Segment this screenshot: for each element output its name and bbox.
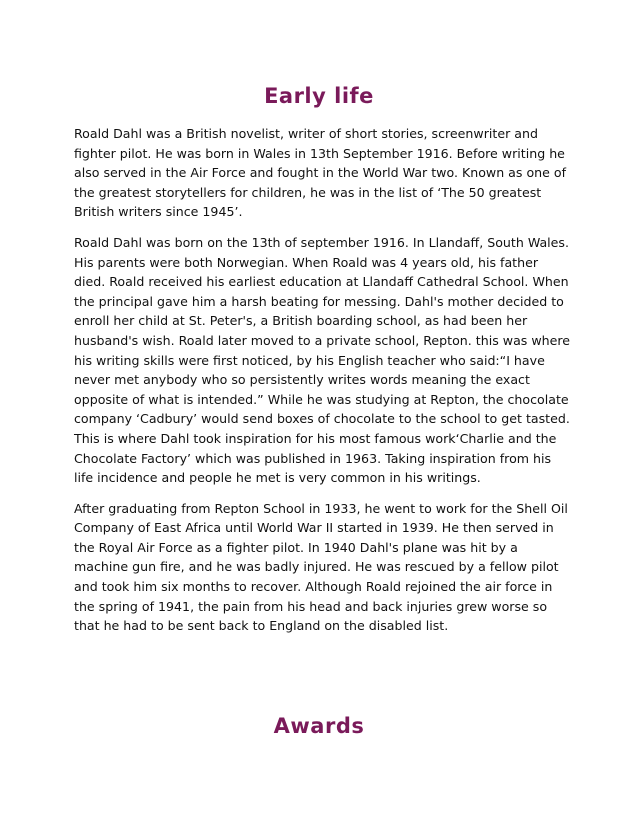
paragraph-intro: Roald Dahl was a British novelist, writer of short stories, screenwriter and fighter pilot. He was born in Wales in 13th September 1916. Before writing he also served in the Air Force and fought in the World War two. Known as one of the greatest storytellers for children, he was in the list of ‘The 50 greatest British writers since 1945’.: [74, 126, 567, 220]
section-heading-early-life: Early life: [264, 84, 374, 108]
paragraph-war-service: After graduating from Repton School in 1933, he went to work for the Shell Oil Company of East Africa until World War II started in 1939. He then served in the Royal Air Force as a fighter pilot. In 1940 Dahl's plane was hit by a machine gun fire, and he was badly injured. He was rescued by a fellow pilot and took him six months to recover. Although Roald rejoined the air force in the spring of 1941, the pain from his head and back injuries grew worse so that he had to be sent back to England on the disabled list.: [74, 500, 568, 634]
section-heading-awards: Awards: [273, 714, 365, 738]
body-text: [74, 124, 572, 647]
paragraph-childhood: Roald Dahl was born on the 13th of september 1916. In Llandaff, South Wales. His parents were both Norwegian. When Roald was 4 years old, his father died. Roald received his earliest education at Llandaff Cathedral School. When the principal gave him a harsh beating for messing. Dahl's mother decided to enroll her child at St. Peter's, a British boarding school, as had been her husband's wish. Roald later moved to a private school, Repton. this was where his writing skills were first noticed, by his English teacher who said:“I have never met anybody who so persistently writes words meaning the exact opposite of what is intended.” While he was studying at Repton, the chocolate company ‘Cadbury’ would send boxes of chocolate to the school to get tasted. This is where Dahl took inspiration for his most famous work‘Charlie and the Chocolate Factory’ which was published in 1963. Taking inspiration from his life incidence and people he met is very common in his writings.: [74, 234, 571, 486]
